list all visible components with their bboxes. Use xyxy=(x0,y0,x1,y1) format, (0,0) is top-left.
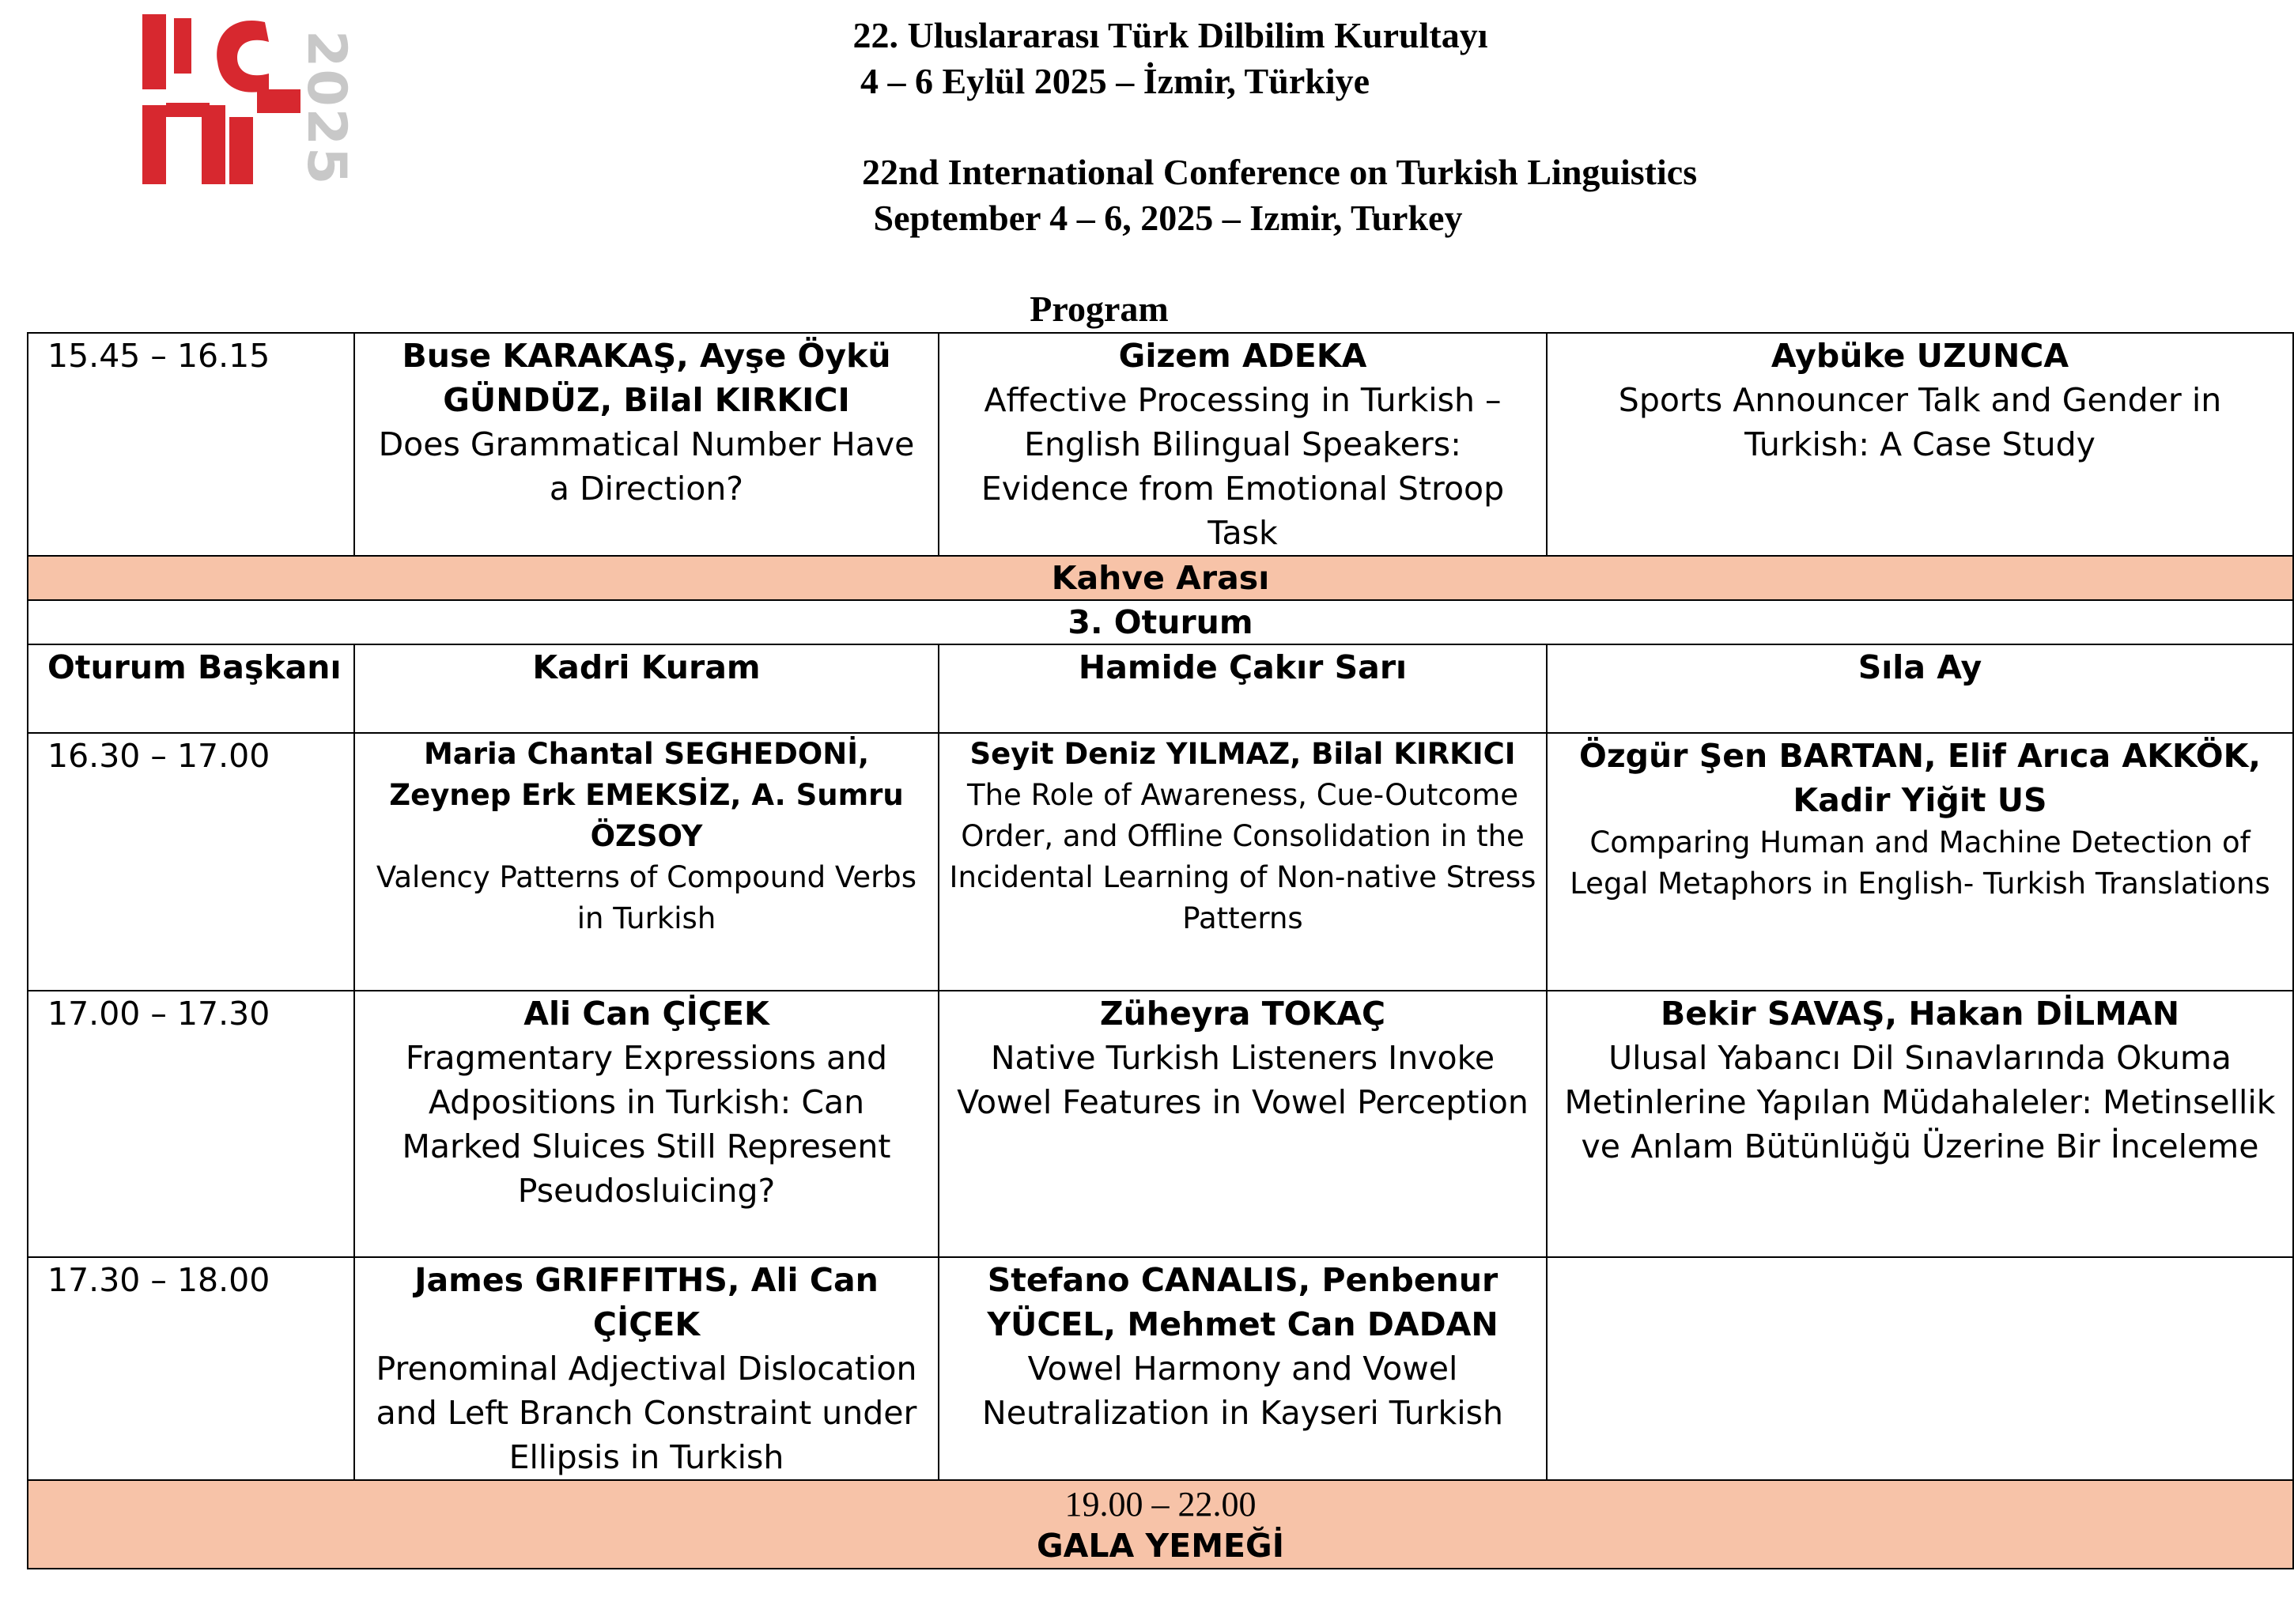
presentation-cell xyxy=(1547,991,2293,1257)
presentation-authors: Stefano CANALIS, Penbenur YÜCEL, Mehmet Can DADAN xyxy=(987,1261,1498,1343)
presentation-title: Affective Processing in Turkish – English Bilingual Speakers: Evidence from Emotional Stroop Task xyxy=(981,381,1505,552)
program-table xyxy=(27,332,2294,1569)
time-slot: 17.00 – 17.30 xyxy=(28,991,354,1257)
presentation-authors: Özgür Şen BARTAN, Elif Arıca AKKÖK, Kadir Yiğit US xyxy=(1578,737,2262,819)
presentation-title: Vowel Harmony and Vowel Neutralization in Kayseri Turkish xyxy=(982,1350,1503,1432)
session-chair: Kadri Kuram xyxy=(354,644,939,733)
session-row xyxy=(28,600,2293,644)
session-chair: Sıla Ay xyxy=(1547,644,2293,733)
coffee-break-label: Kahve Arası xyxy=(28,556,2293,600)
presentation-cell xyxy=(939,733,1547,991)
presentation-title: Prenominal Adjectival Dislocation and Left Branch Constraint under Ellipsis in Turkish xyxy=(376,1350,917,1476)
session-chairs-row xyxy=(28,644,2293,733)
presentation-cell xyxy=(354,733,939,991)
coffee-break-row xyxy=(28,556,2293,600)
conference-title-en: 22nd International Conference on Turkish Linguistics xyxy=(862,152,1698,192)
presentation-cell xyxy=(354,991,939,1257)
presentation-cell xyxy=(354,1257,939,1480)
presentation-cell xyxy=(1547,733,2293,991)
presentation-cell xyxy=(354,333,939,556)
time-slot: 17.30 – 18.00 xyxy=(28,1257,354,1480)
table-row xyxy=(28,333,2293,556)
gala-time: 19.00 – 22.00 xyxy=(1064,1485,1257,1524)
presentation-title: Native Turkish Listeners Invoke Vowel Features in Vowel Perception xyxy=(957,1039,1529,1121)
presentation-cell xyxy=(939,991,1547,1257)
presentation-cell-empty xyxy=(1547,1257,2293,1480)
time-slot: 15.45 – 16.15 xyxy=(28,333,354,556)
presentation-title: Valency Patterns of Compound Verbs in Turkish xyxy=(376,860,917,935)
conference-dates-tr: 4 – 6 Eylül 2025 – İzmir, Türkiye xyxy=(860,61,1370,101)
presentation-authors: Ali Can ÇİÇEK xyxy=(523,995,769,1033)
gala-dinner-cell xyxy=(28,1480,2293,1569)
presentation-authors: Züheyra TOKAÇ xyxy=(1099,995,1386,1033)
presentation-title: Does Grammatical Number Have a Direction? xyxy=(378,425,915,508)
program-heading: Program xyxy=(1030,289,1169,329)
presentation-authors: Buse KARAKAŞ, Ayşe Öykü GÜNDÜZ, Bilal KIRKICI xyxy=(402,337,891,419)
gala-label: GALA YEMEĞİ xyxy=(1037,1527,1284,1565)
presentation-authors: James GRIFFITHS, Ali Can ÇİÇEK xyxy=(414,1261,879,1343)
presentation-cell xyxy=(1547,333,2293,556)
time-slot: 16.30 – 17.00 xyxy=(28,733,354,991)
presentation-cell xyxy=(939,1257,1547,1480)
presentation-title: Sports Announcer Talk and Gender in Turkish: A Case Study xyxy=(1618,381,2222,463)
presentation-authors: Maria Chantal SEGHEDONİ, Zeynep Erk EMEKSİZ, A. Sumru ÖZSOY xyxy=(389,737,904,853)
conference-title-tr: 22. Uluslararası Türk Dilbilim Kurultayı xyxy=(852,15,1488,55)
session-chair: Hamide Çakır Sarı xyxy=(939,644,1547,733)
presentation-title: Fragmentary Expressions and Adpositions in Turkish: Can Marked Sluices Still Represent Pseudosluicing? xyxy=(402,1039,891,1210)
table-row xyxy=(28,991,2293,1257)
table-row xyxy=(28,733,2293,991)
gala-dinner-row xyxy=(28,1480,2293,1569)
logo-year: 2025 xyxy=(295,30,357,187)
presentation-title: Ulusal Yabancı Dil Sınavlarında Okuma Metinlerine Yapılan Müdahaleler: Metinsellik ve Anlam Bütünlüğü Üzerine Bir İnceleme xyxy=(1564,1039,2276,1165)
presentation-authors: Seyit Deniz YILMAZ, Bilal KIRKICI xyxy=(969,737,1516,771)
presentation-cell xyxy=(939,333,1547,556)
session-label: 3. Oturum xyxy=(28,600,2293,644)
presentation-title: Comparing Human and Machine Detection of Legal Metaphors in English- Turkish Translations xyxy=(1570,825,2270,901)
presentation-authors: Aybüke UZUNCA xyxy=(1771,337,2069,375)
presentation-authors: Gizem ADEKA xyxy=(1118,337,1367,375)
table-row xyxy=(28,1257,2293,1480)
presentation-authors: Bekir SAVAŞ, Hakan DİLMAN xyxy=(1660,995,2180,1033)
presentation-title: The Role of Awareness, Cue-Outcome Order, and Offline Consolidation in the Incidental Learning of Non-native Stress Patterns xyxy=(949,778,1536,935)
session-chair-label: Oturum Başkanı xyxy=(28,644,354,733)
conference-logo xyxy=(138,14,368,188)
conference-dates-en: September 4 – 6, 2025 – Izmir, Turkey xyxy=(873,198,1463,238)
